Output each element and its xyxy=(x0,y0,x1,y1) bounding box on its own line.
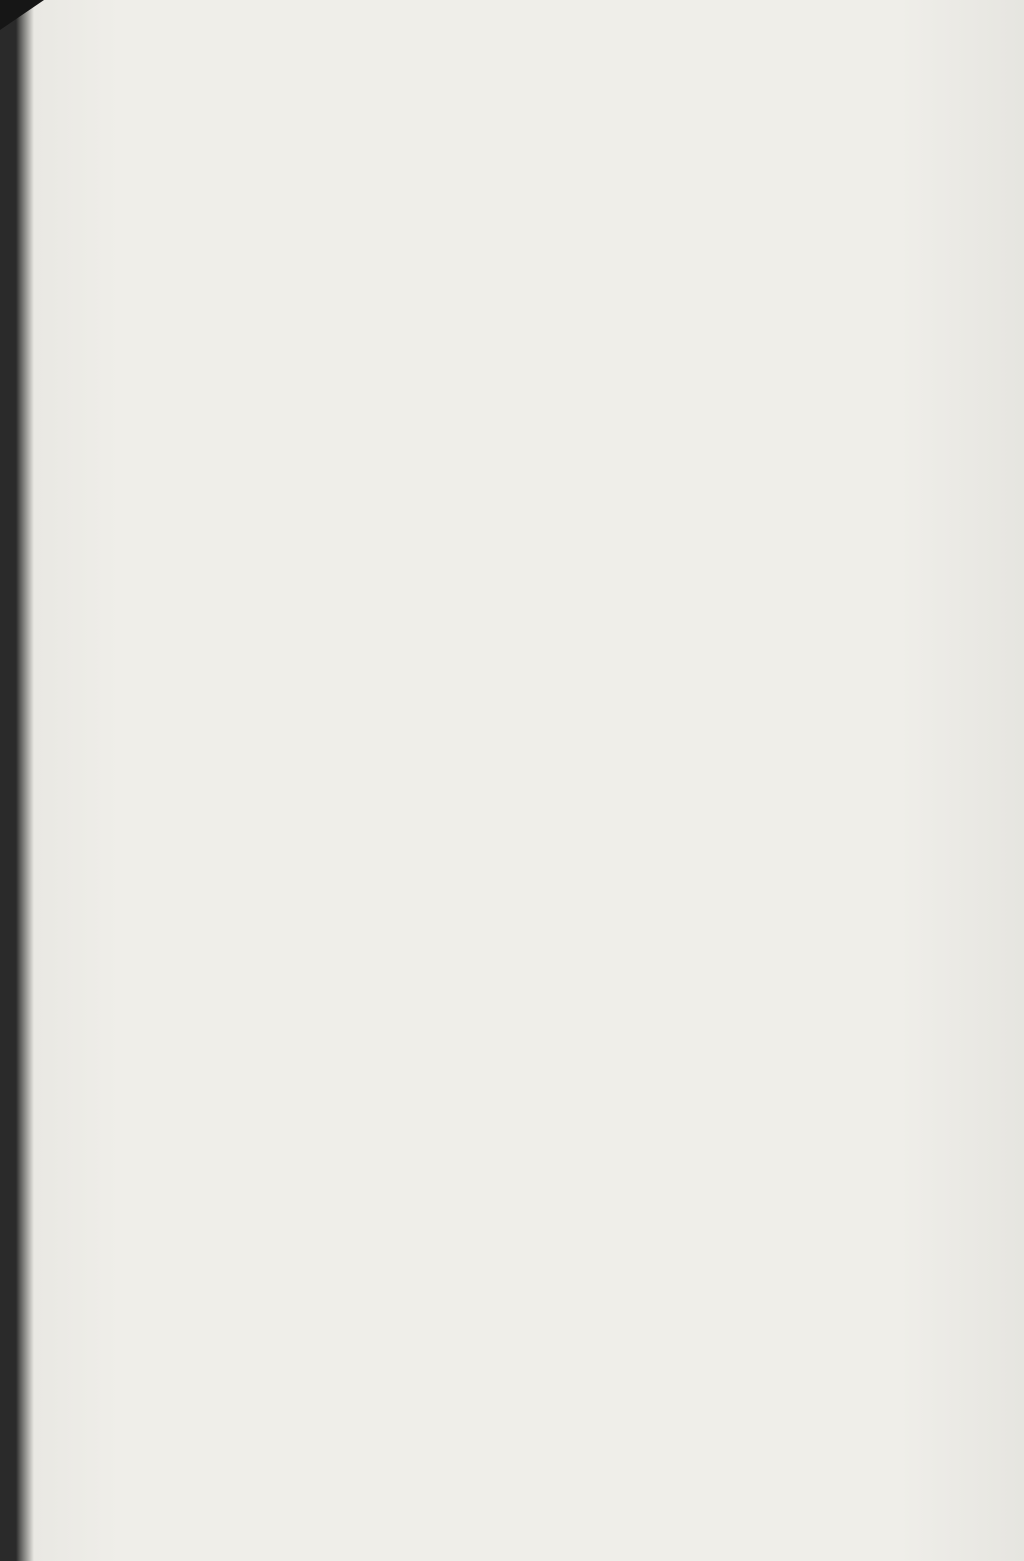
part2-exercise1-answers xyxy=(40,482,970,612)
part3-exercise1-answers xyxy=(40,1358,970,1490)
part2-exercise2-answers xyxy=(40,780,970,1012)
page-content xyxy=(40,54,970,548)
page-corner-shadow xyxy=(0,0,44,30)
